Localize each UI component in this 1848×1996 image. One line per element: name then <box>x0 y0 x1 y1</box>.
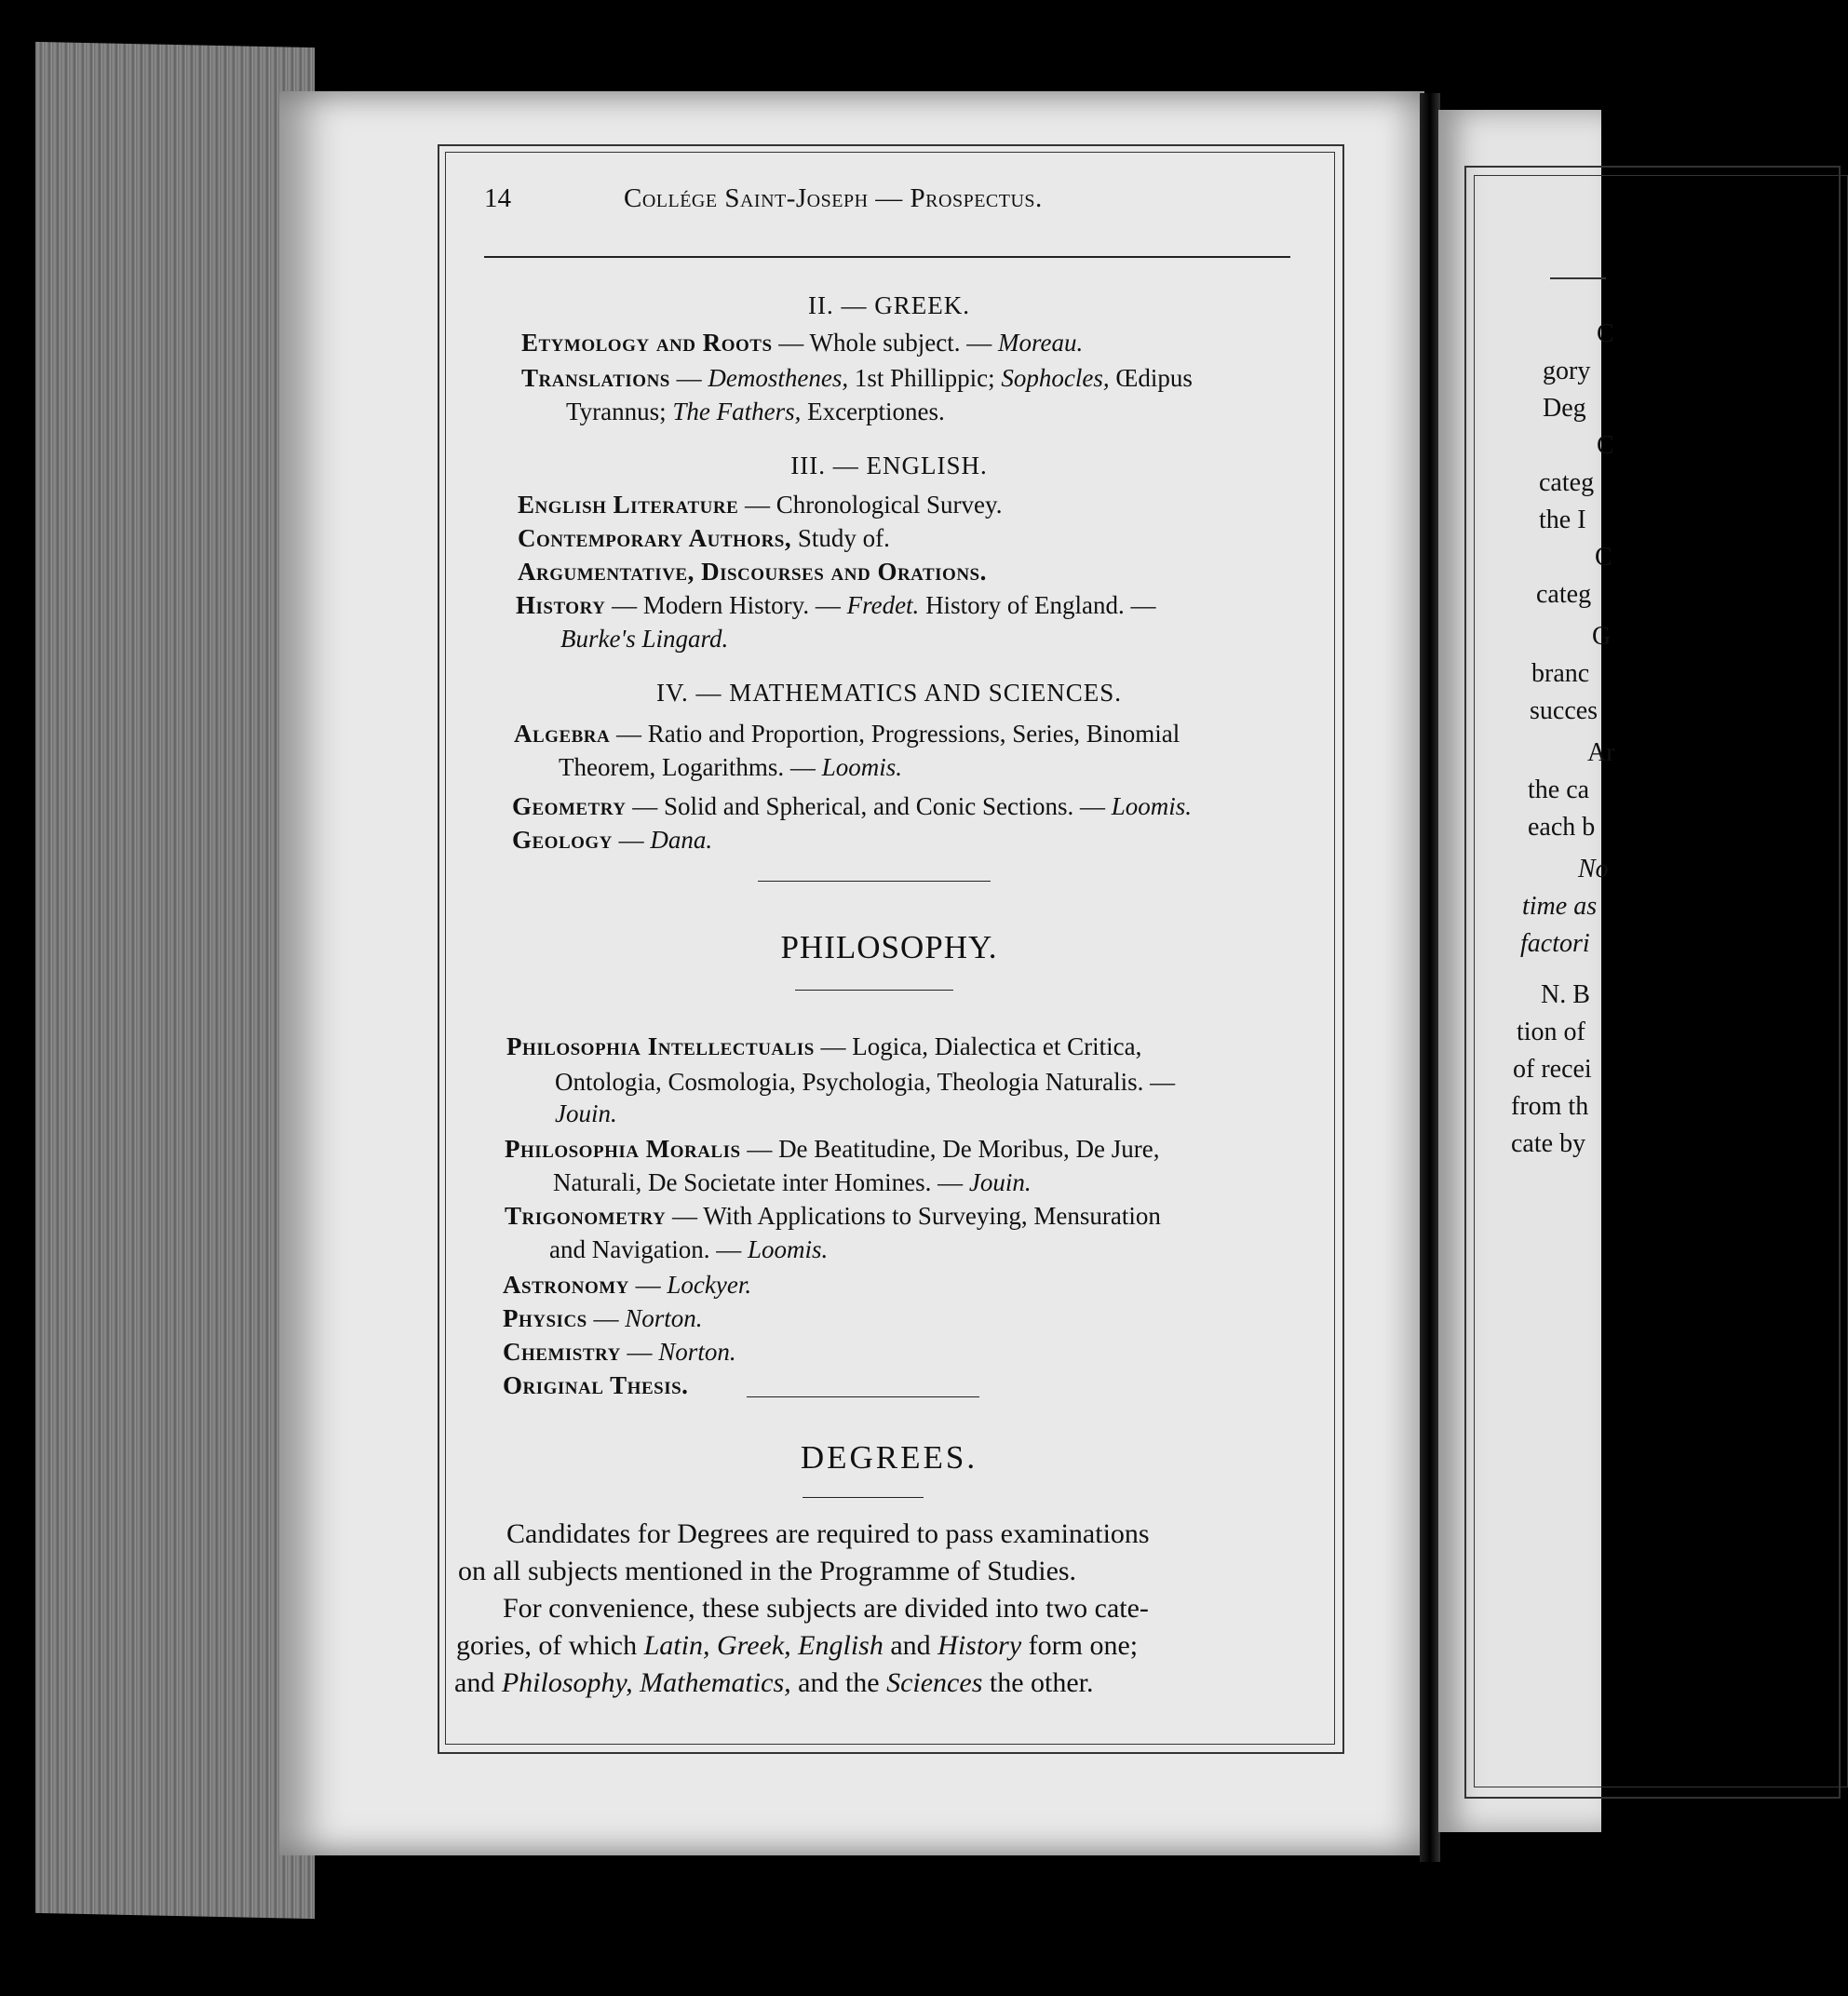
degrees-paragraph-line: and Philosophy, Mathematics, and the Sciences the other. <box>454 1667 1094 1698</box>
facing-line: tion of <box>1517 1018 1585 1046</box>
entry-geometry: Geometry — Solid and Spherical, and Conic Sections. — Loomis. <box>512 792 1192 820</box>
facing-line: categ <box>1539 468 1595 497</box>
running-title: Collége Saint-Joseph — Prospectus. <box>624 183 1043 213</box>
facing-line: Deg <box>1543 394 1586 423</box>
facing-line: Ar <box>1587 738 1615 767</box>
facing-line: succes <box>1530 696 1598 725</box>
entry-translations-cont: Tyrannus; The Fathers, Excerptiones. <box>566 398 945 425</box>
facing-line: N. B <box>1541 980 1590 1009</box>
facing-line-italic: factori <box>1520 929 1590 958</box>
entry-astronomy: Astronomy — Lockyer. <box>503 1271 752 1299</box>
facing-line: from th <box>1511 1092 1589 1121</box>
entry-philosophia-moralis-cont: Naturali, De Societate inter Homines. — Jouin. <box>553 1168 1032 1196</box>
facing-line-italic: time as <box>1522 892 1598 921</box>
facing-page-inner-border <box>1474 175 1848 1787</box>
section-heading-english: III. — ENGLISH. <box>790 452 988 479</box>
facing-line: cate by <box>1511 1129 1586 1158</box>
entry-algebra: Algebra — Ratio and Proportion, Progressions, Series, Binomial <box>514 720 1180 748</box>
section-divider <box>747 1396 979 1397</box>
degrees-paragraph-line: For convenience, these subjects are divided into two cate- <box>503 1593 1149 1624</box>
entry-trigonometry: Trigonometry — With Applications to Surveying, Mensuration <box>505 1202 1161 1230</box>
degrees-paragraph-line: Candidates for Degrees are required to pass examinations <box>506 1518 1150 1549</box>
book-page-edges <box>35 42 315 1919</box>
section-heading-philosophy: PHILOSOPHY. <box>780 929 998 965</box>
header-rule <box>484 256 1290 258</box>
facing-line: gory <box>1543 357 1591 385</box>
facing-line: of recei <box>1513 1055 1592 1084</box>
degrees-paragraph-line: on all subjects mentioned in the Programme of Studies. <box>458 1556 1077 1586</box>
facing-line: categ <box>1536 580 1592 609</box>
entry-english-literature: English Literature — Chronological Survey. <box>518 491 1003 519</box>
entry-translations: Translations — Demosthenes, 1st Phillippic; Sophocles, Œdipus <box>521 364 1193 392</box>
facing-page-rule <box>1550 277 1606 279</box>
section-heading-greek: II. — GREEK. <box>808 291 970 319</box>
section-heading-mathematics: IV. — MATHEMATICS AND SCIENCES. <box>655 679 1123 707</box>
facing-line: C <box>1597 431 1614 460</box>
section-divider <box>758 881 991 882</box>
facing-line: C <box>1597 319 1614 348</box>
entry-philosophia-moralis: Philosophia Moralis — De Beatitudine, De Moribus, De Jure, <box>505 1135 1160 1163</box>
entry-chemistry: Chemistry — Norton. <box>503 1338 736 1366</box>
degrees-paragraph-line: gories, of which Latin, Greek, English and History form one; <box>456 1630 1139 1661</box>
page-content <box>445 152 1333 1743</box>
heading-underline <box>803 1497 924 1498</box>
facing-line: each b <box>1528 813 1596 842</box>
entry-original-thesis: Original Thesis. <box>503 1371 689 1399</box>
book-gutter <box>1420 93 1440 1862</box>
heading-underline <box>795 990 953 991</box>
entry-trigonometry-cont: and Navigation. — Loomis. <box>549 1235 829 1263</box>
facing-line: C <box>1595 543 1612 572</box>
entry-argumentative: Argumentative, Discourses and Orations. <box>518 558 987 586</box>
page-number: 14 <box>484 183 511 213</box>
entry-contemporary-authors: Contemporary Authors, Study of. <box>518 524 890 552</box>
section-heading-degrees: DEGREES. <box>800 1439 978 1476</box>
entry-philosophia-intellectualis-author: Jouin. <box>555 1099 617 1127</box>
entry-philosophia-intellectualis-cont: Ontologia, Cosmologia, Psychologia, Theologia Naturalis. — <box>555 1068 1176 1096</box>
entry-physics: Physics — Norton. <box>503 1304 703 1332</box>
entry-etymology: Etymology and Roots — Whole subject. — Moreau. <box>521 329 1084 357</box>
entry-algebra-cont: Theorem, Logarithms. — Loomis. <box>559 753 902 781</box>
running-header <box>484 183 1294 221</box>
entry-history: History — Modern History. — Fredet. History of England. — <box>516 591 1156 619</box>
facing-line: branc <box>1531 659 1590 688</box>
entry-philosophia-intellectualis: Philosophia Intellectualis — Logica, Dialectica et Critica, <box>506 1032 1142 1060</box>
entry-history-cont: Burke's Lingard. <box>560 625 729 653</box>
facing-line: G <box>1592 622 1612 651</box>
facing-line-italic: No <box>1578 855 1609 883</box>
entry-geology: Geology — Dana. <box>512 826 713 854</box>
facing-line: the I <box>1539 506 1586 534</box>
facing-line: the ca <box>1528 775 1590 804</box>
facing-page <box>1438 110 1615 1832</box>
